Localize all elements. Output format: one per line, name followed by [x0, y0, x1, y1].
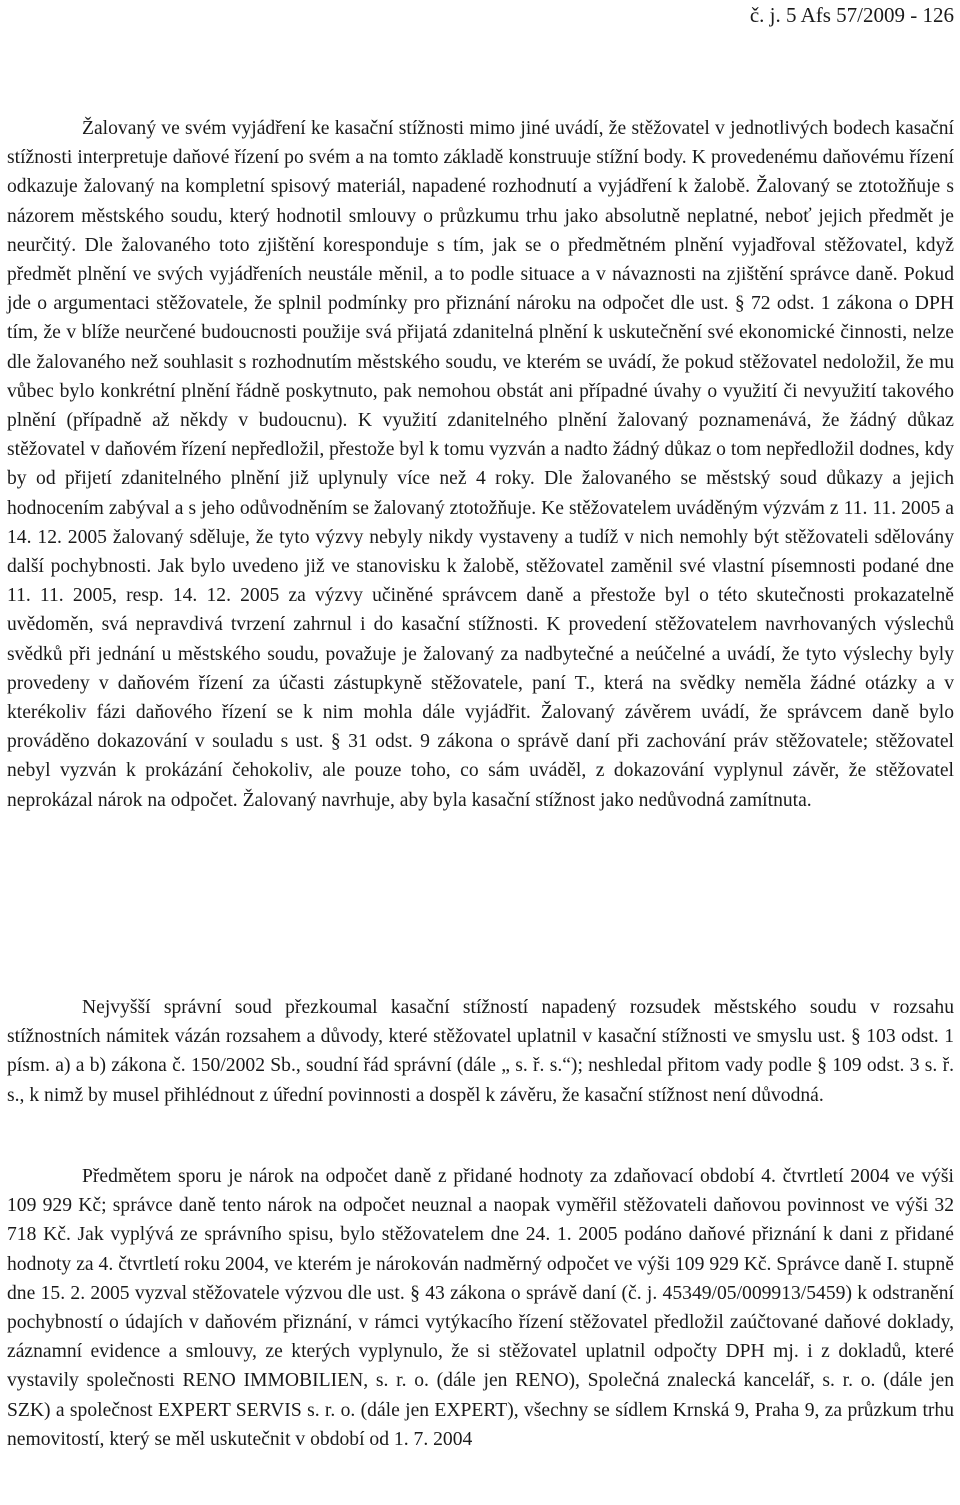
paragraph-court-review: Nejvyšší správní soud přezkoumal kasační stížností napadený rozsudek městského soudu v rozsahu stížnostních námitek vázán rozsahem a důvody, které stěžovatel uplatnil v kasační stížnosti ve smyslu ust. § 103 odst. 1 písm. a) a b) zákona č. 150/2002 Sb., soudní řád správní (dále „ s. ř. s.“); neshledal přitom vady podle § 109 odst. 3 s. ř. s., k nimž by musel přihlédnout z úřední povinnosti a dospěl k závěru, že kasační stížnost není důvodná.	[7, 997, 954, 1106]
document-page	[7, 0, 954, 1505]
case-number-header: č. j. 5 Afs 57/2009 - 126	[749, 3, 954, 27]
paragraph-respondent-statement: Žalovaný ve svém vyjádření ke kasační stížnosti mimo jiné uvádí, že stěžovatel v jednotlivých bodech kasační stížnosti interpretuje daňové řízení po svém a na tomto základě konstruuje stížní body. K provedenému daňovému řízení odkazuje žalovaný na kompletní spisový materiál, napadené rozhodnutí a vyjádření k žalobě. Žalovaný se ztotožňuje s názorem městského soudu, který hodnotil smlouvy o průzkumu trhu jako absolutně neplatné, neboť jejich předmět je neurčitý. Dle žalovaného toto zjištění koresponduje s tím, jak se o předmětném plnění vyjadřoval stěžovatel, když předmět plnění ve svých vyjádřeních neustále měnil, a to podle situace a v návaznosti na zjištění správce daně. Pokud jde o argumentaci stěžovatele, že splnil podmínky pro přiznání nároku na odpočet dle ust. § 72 odst. 1 zákona o DPH tím, že v blíže neurčené budoucnosti použije svá přijatá zdanitelná plnění k uskutečnění své ekonomické činnosti, nelze dle žalovaného než souhlasit s rozhodnutím městského soudu, ve kterém se uvádí, že pokud stěžovatel nedoložil, že mu vůbec bylo konkrétní plnění řádně poskytnuto, pak nemohou obstát ani případné úvahy o využití či nevyužití takového plnění (případně až někdy v budoucnu). K využití zdanitelného plnění žalovaný poznamenává, že žádný důkaz stěžovatel v daňovém řízení nepředložil, přestože byl k tomu vyzván a nadto žádný důkaz o tom nepředložil dodnes, kdy by od přijetí zdanitelného plnění již uplynuly více než 4 roky. Dle žalovaného se městský soud důkazy a jejich hodnocením zabýval a s jeho odůvodněním se žalovaný ztotožňuje. Ke stěžovatelem uváděným výzvám z 11. 11. 2005 a 14. 12. 2005 žalovaný sděluje, že tyto výzvy nebyly nikdy vystaveny a tudíž v nich nemohly být stěžovateli sdělovány další pochybnosti. Jak bylo uvedeno již ve stanovisku k žalobě, stěžovatel zaměnil své vlastní písemnosti podané dne 11. 11. 2005, resp. 14. 12. 2005 za výzvy učiněné správcem daně a přestože byl o této skutečnosti prokazatelně uvědoměn, svá nepravdivá tvrzení zahrnul i do kasační stížnosti. K provedení stěžovatelem navrhovaných výslechů svědků při jednání u městského soudu, považuje je žalovaný za nadbytečné a neúčelné a uvádí, že tyto výslechy byly provedeny v daňovém řízení za účasti zástupkyně stěžovatele, paní T., která na svědky neměla žádné otázky a v kterékoliv fázi daňového řízení se k nim mohla dále vyjádřit. Žalovaný závěrem uvádí, že správcem daně bylo prováděno dokazování v souladu s ust. § 31 odst. 9 zákona o správě daní při zachování práv stěžovatele; stěžovatel nebyl vyzván k prokázání čehokoliv, ale pouze toho, co sám uváděl, z dokazování vyplynul závěr, že stěžovatel neprokázal nárok na odpočet. Žalovaný navrhuje, aby byla kasační stížnost jako nedůvodná zamítnuta.	[7, 118, 954, 811]
paragraph-subject-of-dispute: Předmětem sporu je nárok na odpočet daně z přidané hodnoty za zdaňovací období 4. čtvrtletí 2004 ve výši 109 929 Kč; správce daně tento nárok na odpočet neuznal a naopak vyměřil stěžovateli daňovou povinnost ve výši 32 718 Kč. Jak vyplývá ze správního spisu, bylo stěžovatelem dne 24. 1. 2005 podáno daňové přiznání k dani z přidané hodnoty za 4. čtvrtletí roku 2004, ve kterém je nárokován nadměrný odpočet ve výši 109 929 Kč. Správce daně I. stupně dne 15. 2. 2005 vyzval stěžovatele výzvou dle ust. § 43 zákona o správě daní (č. j. 45349/05/009913/5459) k odstranění pochybností o údajích v daňovém přiznání, v rámci vytýkacího řízení stěžovatel předložil zaúčtované daňové doklady, záznamní evidence a smlouvy, ze kterých vyplynulo, že si stěžovatel uplatnil odpočty DPH mj. i z dokladů, které vystavily společnosti RENO IMMOBILIEN, s. r. o. (dále jen RENO), Společná znalecká kancelář, s. r. o. (dále jen SZK) a společnost EXPERT SERVIS s. r. o. (dále jen EXPERT), všechny se sídlem Krnská 9, Praha 9, za průzkum trhu nemovitostí, který se měl uskutečnit v období od 1. 7. 2004	[7, 1166, 954, 1450]
